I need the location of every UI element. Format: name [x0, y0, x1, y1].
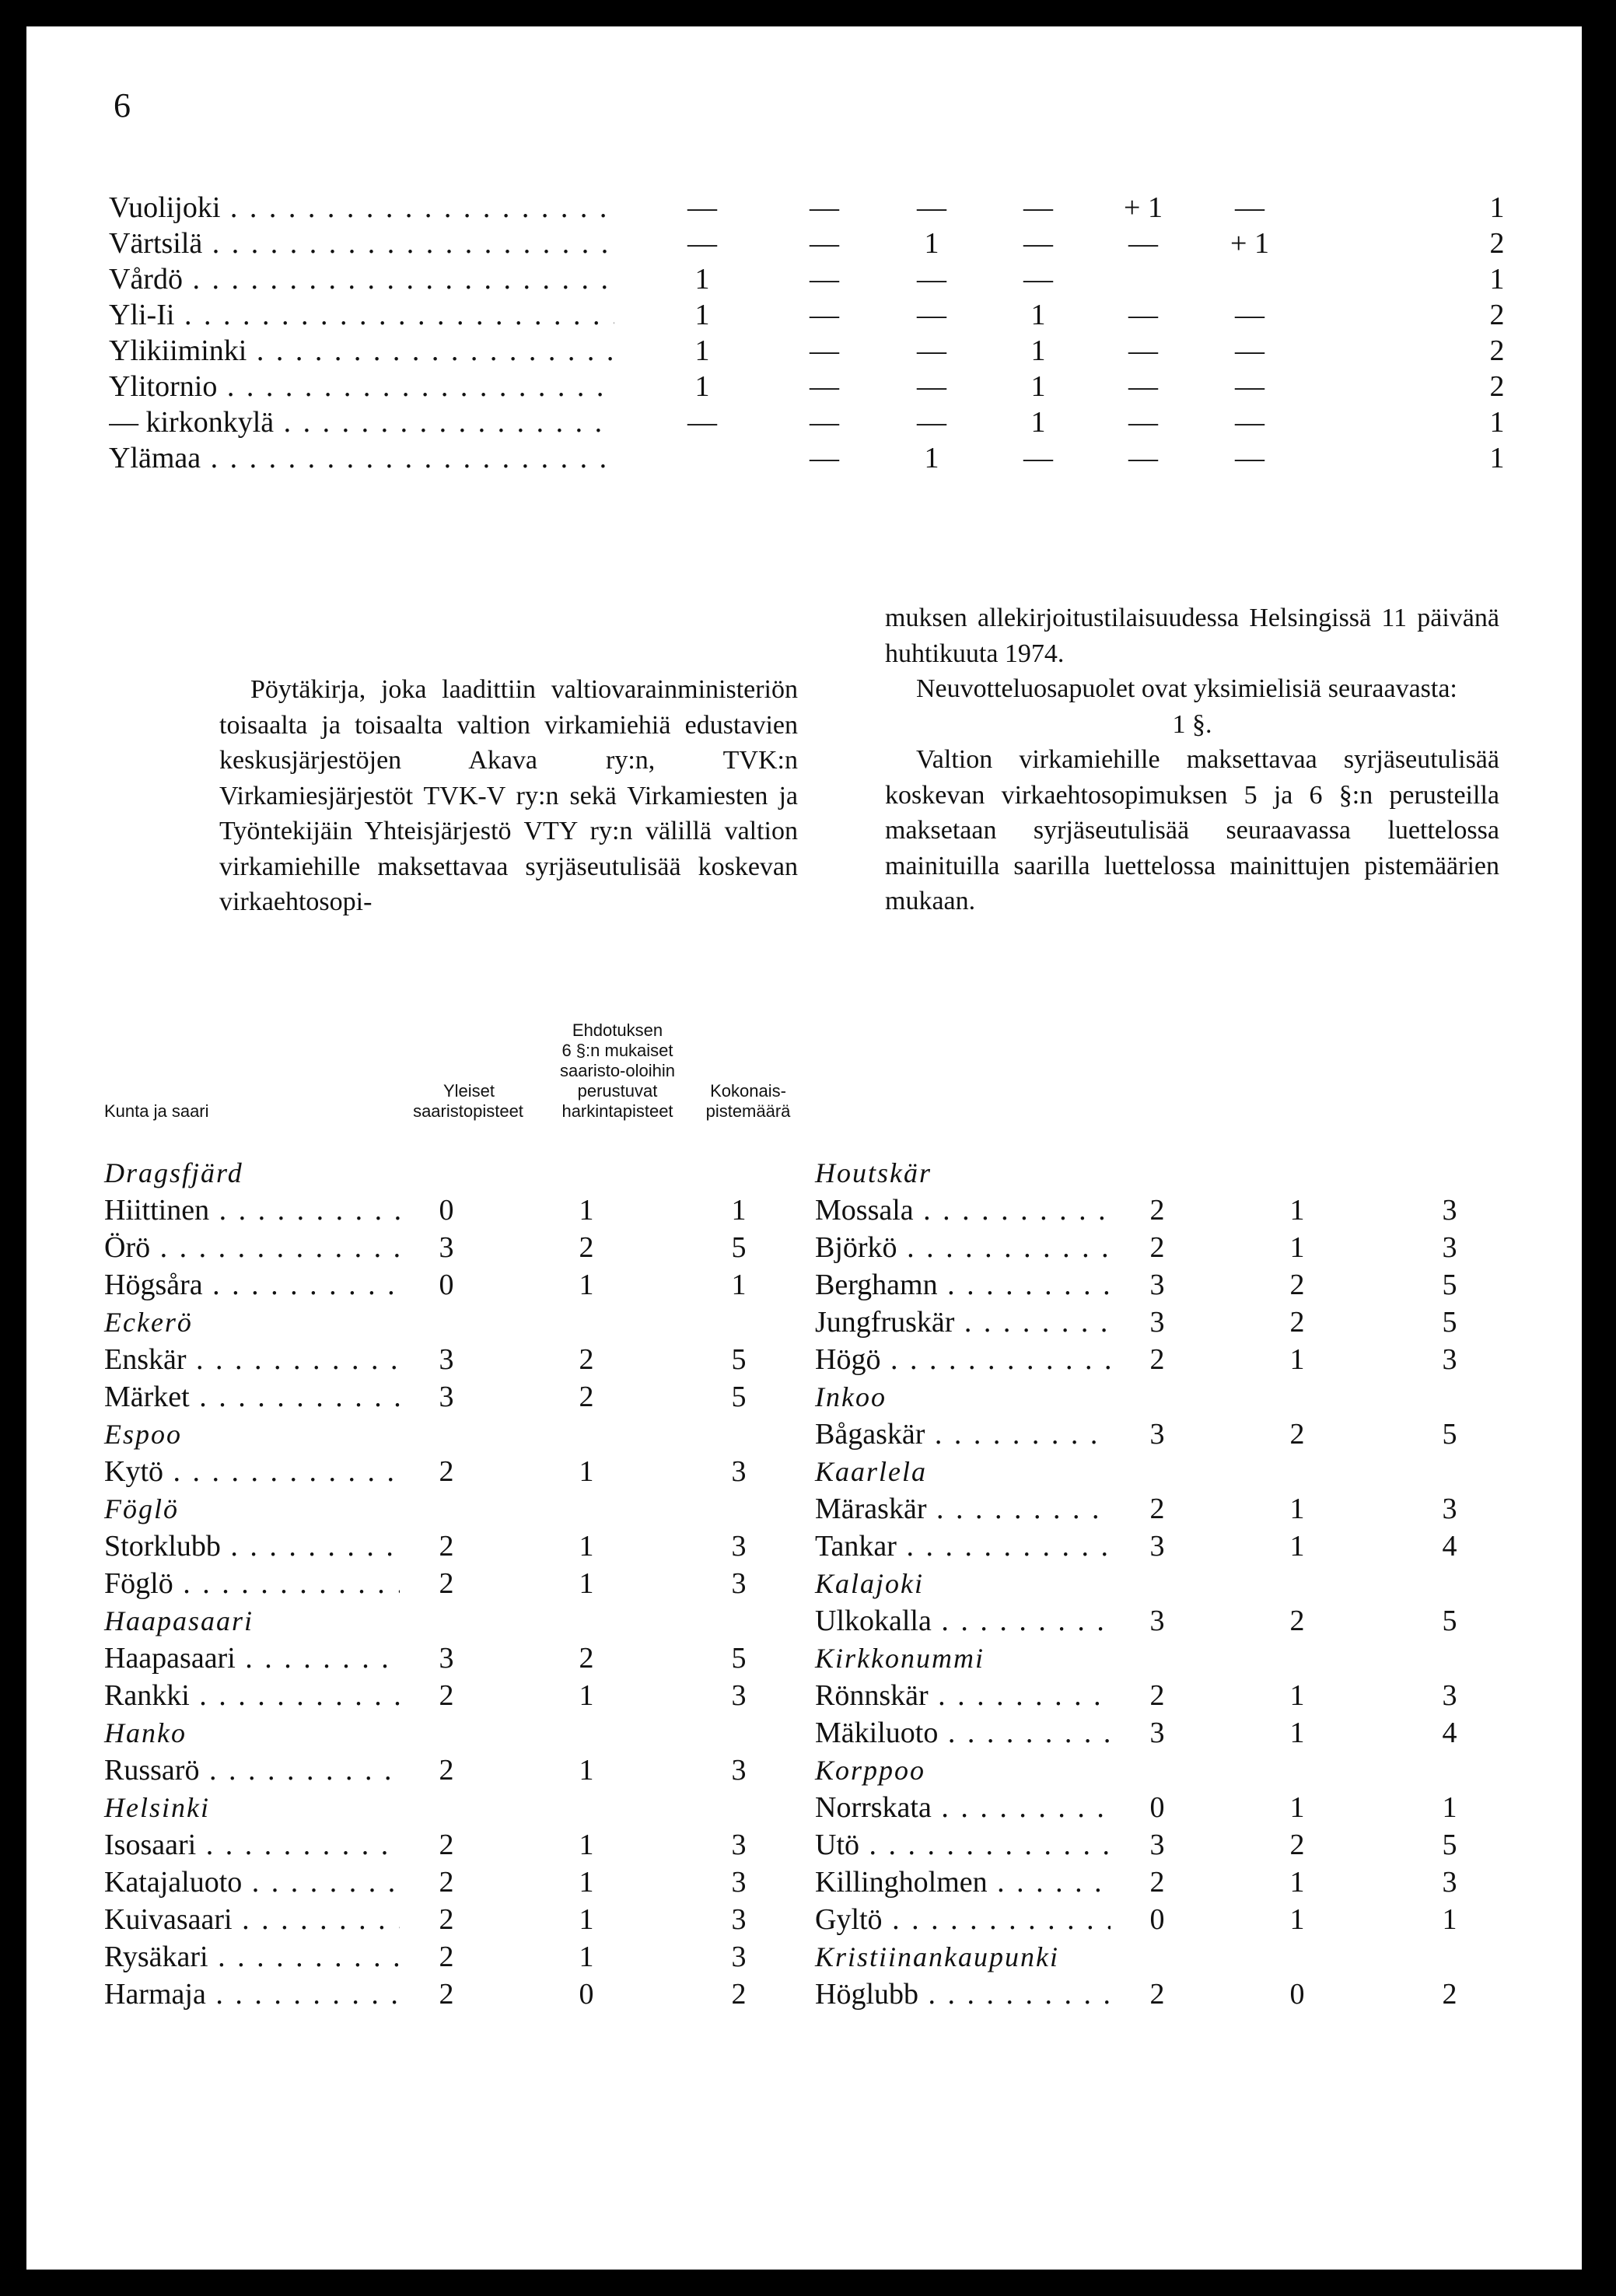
top-table-cell: — — [1128, 299, 1158, 331]
general-points: 2 — [439, 1455, 454, 1488]
island-name: Gyltö . . . — [815, 1901, 1111, 1938]
header-kunta: Kunta ja saari — [104, 1101, 209, 1121]
discretionary-points: 1 — [579, 1530, 594, 1563]
top-table-cell: — — [810, 442, 839, 474]
discretionary-points: 0 — [1289, 1978, 1305, 2011]
general-points: 2 — [1149, 1493, 1165, 1525]
discretionary-points: 1 — [1289, 1343, 1305, 1376]
island-row — [104, 1266, 804, 1304]
agreement-paragraph-2: Neuvotteluosapuolet ovat yksimielisiä seuraavasta: — [916, 674, 1457, 703]
top-table-cell: 1 — [1030, 370, 1046, 403]
municipality-heading: Korppoo — [815, 1755, 926, 1786]
general-points: 2 — [1149, 1866, 1165, 1899]
island-row — [815, 1789, 1515, 1826]
top-table-row — [109, 369, 1509, 404]
total-points: 3 — [731, 1455, 747, 1488]
island-name: Tankar . . . — [815, 1528, 1111, 1565]
top-table-cell: — — [810, 191, 839, 224]
municipality-heading: Kristiinankaupunki — [815, 1941, 1059, 1972]
total-points: 1 — [1442, 1791, 1457, 1824]
municipality-name: Yli-Ii . . . — [109, 297, 614, 333]
total-points: 4 — [1442, 1530, 1457, 1563]
island-name: Norrskata . . . — [815, 1789, 1111, 1826]
island-name: Märket . . . — [104, 1378, 400, 1416]
top-table-cell: — — [1235, 299, 1264, 331]
top-table-cell: — — [1235, 406, 1264, 439]
top-table-cell: 1 — [924, 227, 939, 260]
discretionary-points: 1 — [1289, 1194, 1305, 1227]
top-table-cell: 2 — [1489, 370, 1505, 403]
total-points: 3 — [1442, 1679, 1457, 1712]
discretionary-points: 2 — [1289, 1829, 1305, 1861]
discretionary-points: 2 — [1289, 1269, 1305, 1301]
island-name: Mossala . . . — [815, 1192, 1111, 1229]
total-points: 3 — [731, 1903, 747, 1936]
general-points: 2 — [1149, 1978, 1165, 2011]
island-name: Ulkokalla . . . — [815, 1602, 1111, 1640]
island-name: Jungfruskär . . . — [815, 1304, 1111, 1341]
agreement-paragraph-3: Valtion virkamiehille maksettavaa syrjäseutulisää koskevan virkaehtosopimuksen 5 ja 6 §:n perusteilla maksetaan syrjäseutulisää seuraavassa luettelossa mainituilla saarilla luettelossa mainittujen pistemäärien mukaan. — [885, 745, 1499, 915]
island-row — [815, 1416, 1515, 1453]
island-name: Rönnskär . . . — [815, 1677, 1111, 1714]
top-table-cell: 1 — [1489, 442, 1505, 474]
top-table-cell: — — [810, 299, 839, 331]
island-name: Rysäkari . . . — [104, 1938, 400, 1976]
top-table-cell: 1 — [1030, 299, 1046, 331]
general-points: 3 — [1149, 1530, 1165, 1563]
top-table-cell: 1 — [694, 299, 710, 331]
discretionary-points: 2 — [579, 1381, 594, 1413]
total-points: 3 — [731, 1679, 747, 1712]
island-name: Kytö . . . — [104, 1453, 400, 1490]
island-row — [104, 1229, 804, 1266]
top-table-cell: 1 — [694, 334, 710, 367]
general-points: 3 — [1149, 1717, 1165, 1749]
total-points: 5 — [1442, 1605, 1457, 1637]
general-points: 2 — [439, 1866, 454, 1899]
municipality-heading: Espoo — [104, 1419, 182, 1450]
island-row — [104, 1864, 804, 1901]
top-table-cell: — — [917, 334, 946, 367]
general-points: 3 — [1149, 1269, 1165, 1301]
island-name: Örö . . . — [104, 1229, 400, 1266]
island-name: Utö . . . — [815, 1826, 1111, 1864]
island-name: Kuivasaari . . . — [104, 1901, 400, 1938]
island-row — [104, 1976, 804, 2013]
top-table-row — [109, 404, 1509, 440]
total-points: 2 — [731, 1978, 747, 2011]
top-table-cell: + 1 — [1124, 191, 1163, 224]
general-points: 3 — [1149, 1829, 1165, 1861]
municipality-heading: Kirkkonummi — [815, 1643, 985, 1674]
discretionary-points: 1 — [1289, 1866, 1305, 1899]
island-name: Berghamn . . . — [815, 1266, 1111, 1304]
general-points: 0 — [1149, 1903, 1165, 1936]
island-row — [815, 1341, 1515, 1378]
discretionary-points: 1 — [1289, 1231, 1305, 1264]
island-name: Russarö . . . — [104, 1752, 400, 1789]
island-name: Mäkiluoto . . . — [815, 1714, 1111, 1752]
total-points: 1 — [731, 1194, 747, 1227]
top-table-cell: — — [1128, 370, 1158, 403]
top-table-cell: — — [917, 191, 946, 224]
discretionary-points: 1 — [579, 1455, 594, 1488]
total-points: 5 — [731, 1381, 747, 1413]
general-points: 2 — [439, 1941, 454, 1973]
top-table-cell: 1 — [1489, 191, 1505, 224]
top-table-cell: 1 — [924, 442, 939, 474]
island-name: Enskär . . . — [104, 1341, 400, 1378]
island-row — [104, 1192, 804, 1229]
top-table-cell: — — [810, 263, 839, 296]
island-row — [815, 1490, 1515, 1528]
top-table-cell: 1 — [1489, 263, 1505, 296]
top-table-cell: — — [1235, 442, 1264, 474]
island-name: Rankki . . . — [104, 1677, 400, 1714]
general-points: 2 — [439, 1978, 454, 2011]
island-name: Harmaja . . . — [104, 1976, 400, 2013]
general-points: 0 — [1149, 1791, 1165, 1824]
total-points: 3 — [731, 1567, 747, 1600]
discretionary-points: 1 — [1289, 1717, 1305, 1749]
island-row — [104, 1378, 804, 1416]
top-table-cell: — — [1128, 334, 1158, 367]
general-points: 2 — [439, 1679, 454, 1712]
discretionary-points: 1 — [1289, 1493, 1305, 1525]
header-ehd-1: Ehdotuksen — [572, 1020, 663, 1040]
total-points: 5 — [1442, 1269, 1457, 1301]
municipality-heading: Inkoo — [815, 1381, 887, 1412]
island-row — [815, 1677, 1515, 1714]
top-table-cell: — — [1235, 191, 1264, 224]
municipality-name: — kirkonkylä . . . — [109, 404, 614, 440]
island-row — [104, 1565, 804, 1602]
total-points: 5 — [1442, 1306, 1457, 1339]
general-points: 2 — [1149, 1231, 1165, 1264]
discretionary-points: 1 — [579, 1941, 594, 1973]
top-table-cell: — — [1235, 334, 1264, 367]
island-row — [815, 1229, 1515, 1266]
discretionary-points: 2 — [579, 1642, 594, 1675]
top-table-cell: — — [1023, 227, 1053, 260]
header-yleiset-2: saaristopisteet — [413, 1101, 523, 1121]
discretionary-points: 1 — [579, 1269, 594, 1301]
top-table-cell: — — [917, 406, 946, 439]
general-points: 2 — [439, 1530, 454, 1563]
general-points: 2 — [439, 1567, 454, 1600]
total-points: 1 — [731, 1269, 747, 1301]
top-table-row — [109, 333, 1509, 369]
general-points: 3 — [1149, 1605, 1165, 1637]
island-name: Isosaari . . . — [104, 1826, 400, 1864]
island-row — [815, 1602, 1515, 1640]
general-points: 2 — [1149, 1194, 1165, 1227]
header-ehd-4: perustuvat — [577, 1081, 658, 1101]
top-table-cell: — — [917, 263, 946, 296]
general-points: 3 — [439, 1231, 454, 1264]
discretionary-points: 2 — [579, 1231, 594, 1264]
municipality-name: Vårdö . . . — [109, 261, 614, 297]
top-table-cell: — — [917, 299, 946, 331]
discretionary-points: 1 — [1289, 1791, 1305, 1824]
top-table-cell: 1 — [694, 263, 710, 296]
top-table-cell: — — [687, 227, 717, 260]
municipality-heading: Hanko — [104, 1717, 187, 1748]
municipality-heading: Föglö — [104, 1493, 179, 1524]
municipality-name: Ylämaa . . . — [109, 440, 614, 476]
municipality-heading: Kaarlela — [815, 1456, 928, 1487]
island-row — [104, 1901, 804, 1938]
top-table-cell: — — [810, 370, 839, 403]
general-points: 2 — [1149, 1679, 1165, 1712]
discretionary-points: 2 — [579, 1343, 594, 1376]
municipality-name: Ylitornio . . . — [109, 369, 614, 404]
island-name: Bågaskär . . . — [815, 1416, 1111, 1453]
header-kok-1: Kokonais- — [710, 1081, 786, 1101]
top-table-cell: 1 — [694, 370, 710, 403]
header-ehd-3: saaristo-oloihin — [560, 1061, 675, 1080]
header-ehd-5: harkintapisteet — [561, 1101, 673, 1121]
total-points: 5 — [731, 1642, 747, 1675]
top-table-cell: + 1 — [1230, 227, 1269, 260]
general-points: 2 — [1149, 1343, 1165, 1376]
total-points: 5 — [1442, 1829, 1457, 1861]
island-name: Hiittinen . . . — [104, 1192, 400, 1229]
discretionary-points: 1 — [1289, 1903, 1305, 1936]
top-table-cell: — — [1023, 263, 1053, 296]
header-kok-2: pistemäärä — [705, 1101, 791, 1121]
island-row — [104, 1640, 804, 1677]
municipality-heading: Helsinki — [104, 1792, 210, 1823]
header-ehd-2: 6 §:n mukaiset — [561, 1041, 673, 1060]
island-name: Märaskär . . . — [815, 1490, 1111, 1528]
top-table-cell: — — [1128, 227, 1158, 260]
general-points: 3 — [439, 1343, 454, 1376]
discretionary-points: 1 — [1289, 1530, 1305, 1563]
top-table-cell: — — [1128, 406, 1158, 439]
island-name: Föglö . . . — [104, 1565, 400, 1602]
general-points: 3 — [1149, 1418, 1165, 1451]
total-points: 3 — [1442, 1343, 1457, 1376]
discretionary-points: 1 — [579, 1829, 594, 1861]
general-points: 3 — [1149, 1306, 1165, 1339]
discretionary-points: 1 — [579, 1194, 594, 1227]
top-table-cell: 1 — [1030, 334, 1046, 367]
municipality-heading: Kalajoki — [815, 1568, 924, 1599]
general-points: 3 — [439, 1381, 454, 1413]
municipality-name: Vuolijoki . . . — [109, 190, 614, 226]
section-mark: 1 §. — [1172, 709, 1212, 739]
top-table-cell: — — [1235, 370, 1264, 403]
island-row — [104, 1341, 804, 1378]
total-points: 3 — [731, 1829, 747, 1861]
discretionary-points: 2 — [1289, 1605, 1305, 1637]
top-table-cell: — — [810, 406, 839, 439]
header-yleiset-1: Yleiset — [442, 1081, 495, 1101]
island-name: Storklubb . . . — [104, 1528, 400, 1565]
top-table-cell: — — [917, 370, 946, 403]
total-points: 3 — [731, 1866, 747, 1899]
total-points: 3 — [731, 1754, 747, 1787]
top-table-cell: — — [687, 191, 717, 224]
page-number: 6 — [114, 86, 131, 124]
top-table-cell: — — [687, 406, 717, 439]
island-row — [815, 1266, 1515, 1304]
island-name: Björkö . . . — [815, 1229, 1111, 1266]
top-table-cell: — — [810, 334, 839, 367]
general-points: 3 — [439, 1642, 454, 1675]
top-table-row — [109, 297, 1509, 333]
total-points: 3 — [1442, 1493, 1457, 1525]
agreement-paragraph-1: muksen allekirjoitustilaisuudessa Helsingissä 11 päivänä huhtikuuta 1974. — [885, 604, 1499, 668]
total-points: 3 — [731, 1530, 747, 1563]
island-row — [104, 1938, 804, 1976]
island-row — [815, 1826, 1515, 1864]
island-name: Högsåra . . . — [104, 1266, 400, 1304]
discretionary-points: 1 — [579, 1866, 594, 1899]
general-points: 0 — [439, 1269, 454, 1301]
total-points: 2 — [1442, 1978, 1457, 2011]
agreement-text — [885, 600, 1499, 919]
total-points: 3 — [1442, 1231, 1457, 1264]
document-page — [26, 26, 1582, 2270]
total-points: 5 — [731, 1231, 747, 1264]
island-row — [104, 1528, 804, 1565]
top-table-cell: — — [810, 227, 839, 260]
top-table-cell: 2 — [1489, 227, 1505, 260]
top-table-row — [109, 190, 1509, 226]
discretionary-points: 0 — [579, 1978, 594, 2011]
top-table-row — [109, 226, 1509, 261]
total-points: 5 — [731, 1343, 747, 1376]
top-table-row — [109, 261, 1509, 297]
municipality-heading: Houtskär — [815, 1157, 932, 1188]
discretionary-points: 1 — [1289, 1679, 1305, 1712]
discretionary-points: 1 — [579, 1567, 594, 1600]
island-row — [104, 1752, 804, 1789]
intro-paragraph: Pöytäkirja, joka laadittiin valtiovarainministeriön toisaalta ja toisaalta valtion virkamiehiä edustavien keskusjärjestöjen Akava ry:n, TVK:n Virkamiesjärjestöt TVK-V ry:n sekä Virkamiesten ja Työntekijäin Yhteisjärjestö VTY ry:n välillä valtion virkamiehille maksettavaa syrjäseutulisää koskevan virkaehtosopi- — [219, 675, 798, 916]
island-row — [815, 1192, 1515, 1229]
discretionary-points: 1 — [579, 1679, 594, 1712]
municipality-heading: Dragsfjärd — [104, 1157, 243, 1188]
total-points: 3 — [731, 1941, 747, 1973]
island-row — [815, 1976, 1515, 2013]
discretionary-points: 2 — [1289, 1306, 1305, 1339]
municipality-name: Värtsilä . . . — [109, 226, 614, 261]
island-row — [815, 1901, 1515, 1938]
top-table-cell: 2 — [1489, 334, 1505, 367]
top-table-cell: — — [1128, 442, 1158, 474]
island-name: Killingholmen . . . — [815, 1864, 1111, 1901]
island-name: Haapasaari . . . — [104, 1640, 400, 1677]
top-table-cell: 2 — [1489, 299, 1505, 331]
top-table-cell: — — [1023, 442, 1053, 474]
discretionary-points: 2 — [1289, 1418, 1305, 1451]
total-points: 5 — [1442, 1418, 1457, 1451]
municipality-name: Ylikiiminki . . . — [109, 333, 614, 369]
top-table-cell: 1 — [1489, 406, 1505, 439]
island-row — [104, 1453, 804, 1490]
total-points: 3 — [1442, 1194, 1457, 1227]
island-name: Högö . . . — [815, 1341, 1111, 1378]
island-name: Katajaluoto . . . — [104, 1864, 400, 1901]
island-row — [104, 1826, 804, 1864]
total-points: 3 — [1442, 1866, 1457, 1899]
municipality-heading: Haapasaari — [104, 1605, 254, 1636]
municipality-heading: Eckerö — [104, 1307, 193, 1338]
island-name: Höglubb . . . — [815, 1976, 1111, 2013]
island-row — [815, 1304, 1515, 1341]
island-row — [815, 1714, 1515, 1752]
general-points: 2 — [439, 1829, 454, 1861]
island-row — [815, 1864, 1515, 1901]
general-points: 0 — [439, 1194, 454, 1227]
top-table-cell: 1 — [1030, 406, 1046, 439]
top-table-cell: — — [1023, 191, 1053, 224]
island-row — [815, 1528, 1515, 1565]
total-points: 4 — [1442, 1717, 1457, 1749]
discretionary-points: 1 — [579, 1903, 594, 1936]
total-points: 1 — [1442, 1903, 1457, 1936]
general-points: 2 — [439, 1754, 454, 1787]
discretionary-points: 1 — [579, 1754, 594, 1787]
island-row — [104, 1677, 804, 1714]
top-table-row — [109, 440, 1509, 476]
general-points: 2 — [439, 1903, 454, 1936]
